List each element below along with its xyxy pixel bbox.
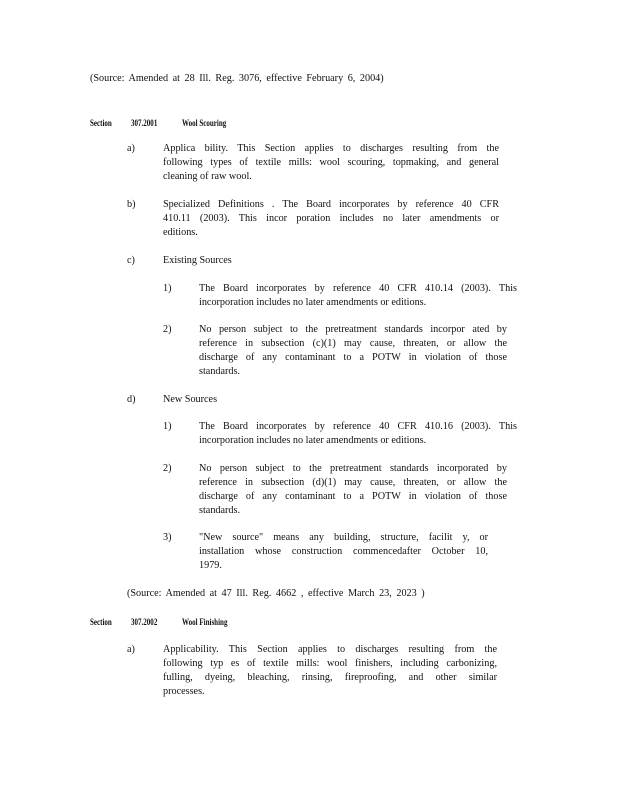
- item-label-c1: 1): [163, 283, 172, 294]
- text-line: Specialized Definitions . The Board incorporates by reference 40 CFR: [163, 199, 499, 210]
- text-line: discharge of any contaminant to a POTW in violation of those: [199, 352, 507, 363]
- item-label-d3: 3): [163, 532, 172, 543]
- subsection-a-text: [163, 643, 497, 699]
- section-title: Wool Scouring: [182, 118, 227, 128]
- subsection-a-text: [163, 142, 499, 184]
- section-number: 307.2001: [131, 118, 158, 128]
- text-line: editions.: [163, 227, 198, 238]
- item-label-d1: 1): [163, 421, 172, 432]
- text-line: The Board incorporates by reference 40 CFR 410.14 (2003). This: [199, 283, 517, 294]
- source-note-top: (Source: Amended at 28 Ill. Reg. 3076, effective February 6, 2004): [90, 73, 384, 84]
- text-line: No person subject to the pretreatment standards incorporated by: [199, 463, 507, 474]
- text-line: reference in subsection (d)(1) may cause, threaten, or allow the: [199, 477, 507, 488]
- text-line: cleaning of raw wool.: [163, 171, 252, 182]
- section-number: 307.2002: [131, 617, 158, 627]
- text-line: installation whose construction commencedafter October 10,: [199, 546, 488, 557]
- text-line: discharge of any contaminant to a POTW in violation of those: [199, 491, 507, 502]
- subsection-label-a: a): [127, 143, 135, 154]
- section-label: Section: [90, 118, 112, 128]
- text-line: reference in subsection (c)(1) may cause, threaten, or allow the: [199, 338, 507, 349]
- subsection-d-heading: New Sources: [163, 394, 218, 405]
- subsection-label-a: a): [127, 644, 135, 655]
- section-label: Section: [90, 617, 112, 627]
- item-label-d2: 2): [163, 463, 172, 474]
- subsection-label-c: c): [127, 255, 135, 266]
- item-d2-text: [199, 462, 507, 518]
- text-line: following types of textile mills: wool scouring, topmaking, and general: [163, 157, 499, 168]
- subsection-b-text: [163, 198, 499, 240]
- text-line: 410.11 (2003). This incor poration includes no later amendments or: [163, 213, 499, 224]
- text-line: incorporation includes no later amendments or editions.: [199, 297, 427, 308]
- text-line: standards.: [199, 366, 241, 377]
- text-line: Applica bility. This Section applies to discharges resulting from the: [163, 143, 499, 154]
- section-title: Wool Finishing: [182, 617, 228, 627]
- text-line: No person subject to the pretreatment standards incorpor ated by: [199, 324, 507, 335]
- text-line: following typ es of textile mills: wool finishers, including carbonizing,: [163, 658, 497, 669]
- text-line: The Board incorporates by reference 40 CFR 410.16 (2003). This: [199, 421, 517, 432]
- subsection-label-b: b): [127, 199, 136, 210]
- item-c1-text: [199, 282, 517, 310]
- source-note-mid: (Source: Amended at 47 Ill. Reg. 4662 , effective March 23, 2023 ): [127, 588, 425, 599]
- text-line: 1979.: [199, 560, 222, 571]
- text-line: incorporation includes no later amendments or editions.: [199, 435, 427, 446]
- text-line: standards.: [199, 505, 241, 516]
- subsection-label-d: d): [127, 394, 136, 405]
- item-d1-text: [199, 420, 517, 448]
- item-d3-text: [199, 531, 488, 573]
- item-label-c2: 2): [163, 324, 172, 335]
- item-c2-text: [199, 323, 507, 379]
- text-line: processes.: [163, 686, 205, 697]
- subsection-c-heading: Existing Sources: [163, 255, 232, 266]
- text-line: fulling, dyeing, bleaching, rinsing, fireproofing, and other similar: [163, 672, 497, 683]
- text-line: "New source" means any building, structure, facilit y, or: [199, 532, 488, 543]
- text-line: Applicability. This Section applies to discharges resulting from the: [163, 644, 497, 655]
